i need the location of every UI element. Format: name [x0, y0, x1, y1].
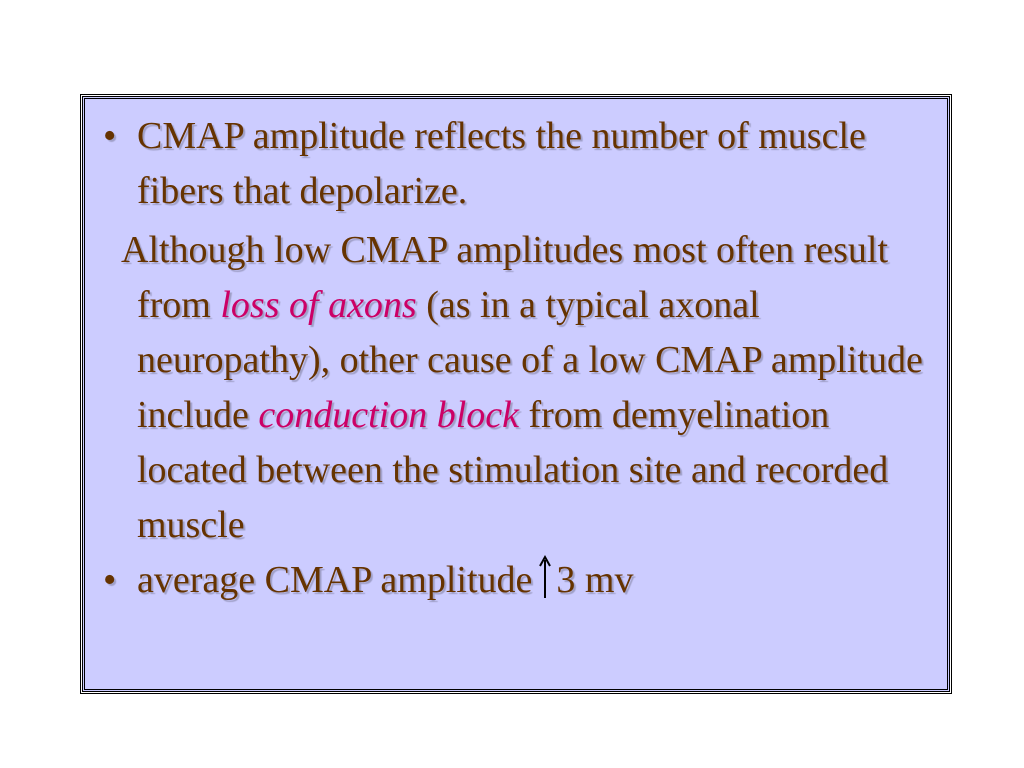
bullet-marker: • — [103, 115, 117, 157]
paragraph-text: (as in a typical axonal neuropathy), other cause of a low CMAP amplitude include — [137, 284, 923, 436]
explanation-paragraph — [103, 223, 943, 553]
bullet-text: average CMAP amplitude — [137, 559, 533, 601]
emphasis-conduction-block: conduction block — [258, 394, 519, 436]
bullet-text: CMAP amplitude reflects the number of muscle fibers that depolarize. — [137, 115, 866, 212]
paragraph-text: Although low CMAP amplitudes most often result from — [121, 229, 889, 326]
paragraph-text: from demyelination located between the stimulation site and recorded muscle — [137, 394, 889, 546]
amplitude-value: 3 mv — [556, 559, 634, 601]
emphasis-loss-of-axons: loss of axons — [220, 284, 417, 326]
up-arrow-icon — [538, 554, 552, 598]
slide-body — [103, 109, 943, 608]
content-box — [82, 96, 950, 692]
bullet-item-amplitude — [103, 553, 943, 608]
bullet-marker: • — [103, 559, 117, 601]
bullet-item — [103, 109, 943, 219]
